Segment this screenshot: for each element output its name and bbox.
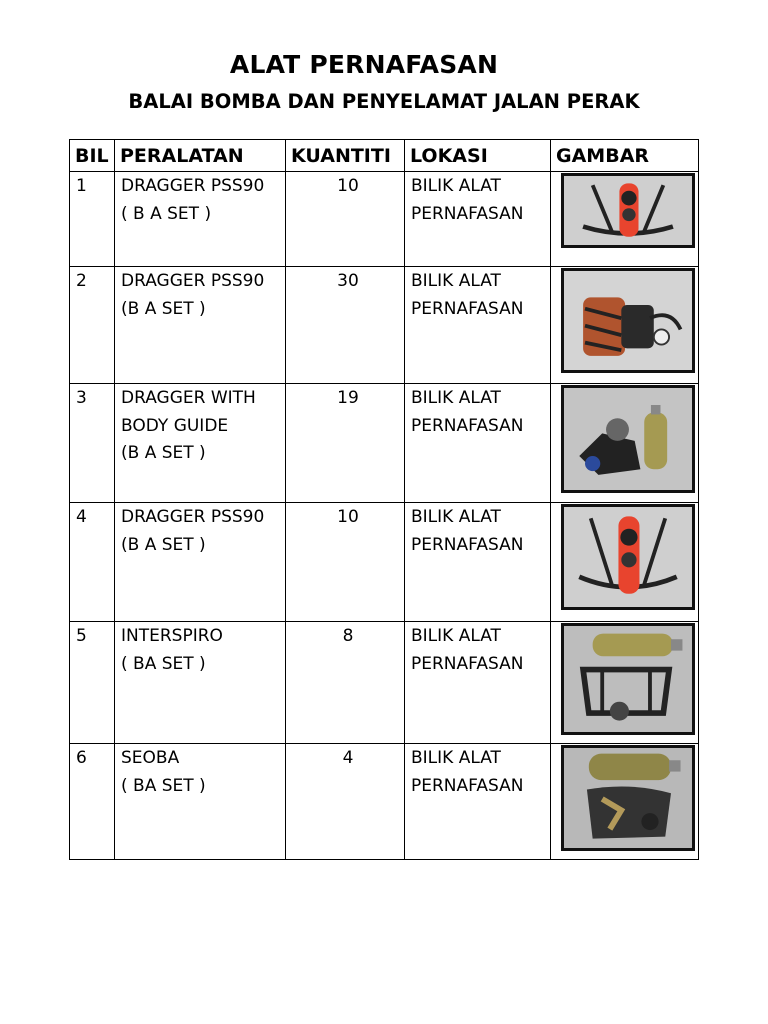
quantity: 10: [286, 503, 405, 622]
equipment-name: INTERSPIRO ( BA SET ): [115, 622, 286, 744]
equipment-name: SEOBA ( BA SET ): [115, 744, 286, 860]
column-header-bil: BIL: [70, 140, 115, 172]
equipment-name: DRAGGER PSS90 (B A SET ): [115, 503, 286, 622]
column-header-peralatan: PERALATAN: [115, 140, 286, 172]
gold-cylinder-harness-icon: [561, 623, 695, 735]
ba-set-with-cylinder-icon: [561, 385, 695, 493]
quantity: 19: [286, 384, 405, 503]
equipment-table: [69, 139, 699, 860]
equipment-photo-cell: [551, 622, 699, 744]
location: BILIK ALAT PERNAFASAN: [405, 744, 551, 860]
table-row: [70, 744, 699, 860]
location: BILIK ALAT PERNAFASAN: [405, 503, 551, 622]
red-cylinder-ba-set-icon: [561, 504, 695, 610]
column-header-lokasi: LOKASI: [405, 140, 551, 172]
location: BILIK ALAT PERNAFASAN: [405, 622, 551, 744]
equipment-name: DRAGGER PSS90 ( B A SET ): [115, 172, 286, 267]
row-number: 4: [70, 503, 115, 622]
row-number: 2: [70, 267, 115, 384]
quantity: 4: [286, 744, 405, 860]
table-row: [70, 384, 699, 503]
equipment-name: DRAGGER PSS90 (B A SET ): [115, 267, 286, 384]
table-row: [70, 172, 699, 267]
quantity: 30: [286, 267, 405, 384]
column-header-gambar: GAMBAR: [551, 140, 699, 172]
location: BILIK ALAT PERNAFASAN: [405, 172, 551, 267]
row-number: 1: [70, 172, 115, 267]
document-title: ALAT PERNAFASAN: [229, 50, 499, 79]
location: BILIK ALAT PERNAFASAN: [405, 267, 551, 384]
document-subtitle: BALAI BOMBA DAN PENYELAMAT JALAN PERAK: [128, 90, 640, 113]
row-number: 5: [70, 622, 115, 744]
table-row: [70, 503, 699, 622]
equipment-photo-cell: [551, 172, 699, 267]
equipment-photo-cell: [551, 267, 699, 384]
ba-set-lying-icon: [561, 268, 695, 373]
table-header-row: [70, 140, 699, 172]
equipment-photo-cell: [551, 384, 699, 503]
equipment-photo-cell: [551, 503, 699, 622]
row-number: 6: [70, 744, 115, 860]
quantity: 10: [286, 172, 405, 267]
location: BILIK ALAT PERNAFASAN: [405, 384, 551, 503]
equipment-name: DRAGGER WITH BODY GUIDE (B A SET ): [115, 384, 286, 503]
table-row: [70, 622, 699, 744]
table-row: [70, 267, 699, 384]
quantity: 8: [286, 622, 405, 744]
gold-cylinder-harness-icon: [561, 745, 695, 851]
row-number: 3: [70, 384, 115, 503]
equipment-photo-cell: [551, 744, 699, 860]
red-cylinder-ba-set-icon: [561, 173, 695, 248]
column-header-kuantiti: KUANTITI: [286, 140, 405, 172]
